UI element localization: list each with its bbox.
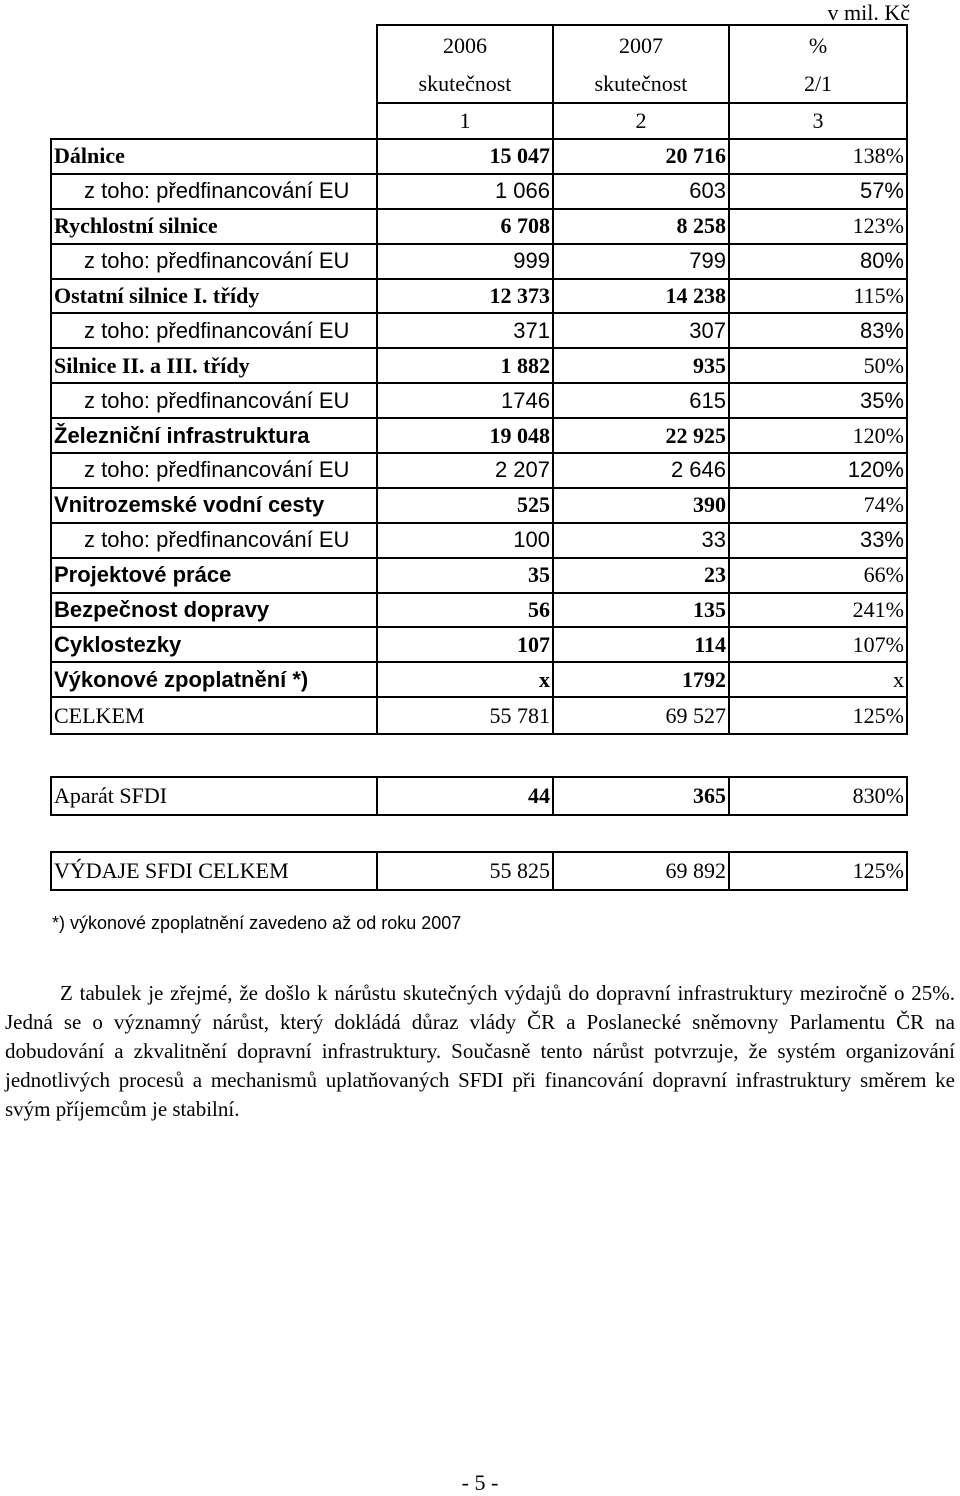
header-empty-cell <box>51 25 377 139</box>
eu-prefinancing-row <box>51 453 907 488</box>
row-value-2007: 135 <box>553 593 729 628</box>
vydaje-row <box>51 852 907 890</box>
row-value-2007: 14 238 <box>553 279 729 314</box>
header-2006-sub: skutečnost <box>377 65 553 103</box>
row-value-2007: 2 646 <box>553 453 729 488</box>
row-value-2006: 1 066 <box>377 174 553 209</box>
category-row <box>51 593 907 628</box>
category-row <box>51 209 907 244</box>
row-value-2006: 525 <box>377 488 553 523</box>
eu-prefinancing-row <box>51 313 907 348</box>
row-value-2006: 19 048 <box>377 418 553 453</box>
row-value-2006: 35 <box>377 558 553 593</box>
expenditure-table <box>50 24 908 735</box>
unit-label: v mil. Kč <box>827 0 910 25</box>
header-col-number-3: 3 <box>729 103 907 139</box>
row-value-2007: 8 258 <box>553 209 729 244</box>
row-value-2006: 2 207 <box>377 453 553 488</box>
row-percent: 107% <box>729 627 907 662</box>
header-col-number-2: 2 <box>553 103 729 139</box>
header-row-years <box>51 25 907 65</box>
row-value-2006: 6 708 <box>377 209 553 244</box>
aparat-label: Aparát SFDI <box>51 777 377 815</box>
eu-prefinancing-row <box>51 523 907 558</box>
row-label: Výkonové zpoplatnění *) <box>51 662 377 697</box>
header-percent: % <box>729 25 907 65</box>
row-value-2007: 33 <box>553 523 729 558</box>
total-2007: 69 527 <box>553 697 729 734</box>
header-percent-sub: 2/1 <box>729 65 907 103</box>
row-label: z toho: předfinancování EU <box>51 174 377 209</box>
row-percent: 120% <box>729 418 907 453</box>
row-label: Dálnice <box>51 139 377 174</box>
row-label: Bezpečnost dopravy <box>51 593 377 628</box>
row-percent: 50% <box>729 348 907 383</box>
row-percent: 138% <box>729 139 907 174</box>
row-label: Vnitrozemské vodní cesty <box>51 488 377 523</box>
total-percent: 125% <box>729 697 907 734</box>
row-value-2007: 307 <box>553 313 729 348</box>
row-value-2007: 1792 <box>553 662 729 697</box>
footnote: *) výkonové zpoplatnění zavedeno až od roku 2007 <box>52 913 462 933</box>
header-2007-year: 2007 <box>553 25 729 65</box>
row-label: z toho: předfinancování EU <box>51 523 377 558</box>
row-value-2006: 1 882 <box>377 348 553 383</box>
row-value-2006: 12 373 <box>377 279 553 314</box>
total-label: CELKEM <box>51 697 377 734</box>
body-paragraph: Z tabulek je zřejmé, že došlo k nárůstu skutečných výdajů do dopravní infrastruktury meziročně o 25%. Jedná se o významný nárůst, který dokládá důraz vlády ČR a Poslanecké sněmovny Parlamentu ČR na dobudování a zkvalitnění dopravní infrastruktury. Současně tento nárůst potvrzuje, že systém organizování jednotlivých procesů a mechanismů uplatňovaných SFDI při financování dopravní infrastruktury směrem ke svým příjemcům je stabilní. <box>5 981 955 1121</box>
row-percent: x <box>729 662 907 697</box>
row-label: z toho: předfinancování EU <box>51 453 377 488</box>
category-row <box>51 662 907 697</box>
category-row <box>51 558 907 593</box>
aparat-percent: 830% <box>729 777 907 815</box>
header-2007-sub: skutečnost <box>553 65 729 103</box>
row-label: Silnice II. a III. třídy <box>51 348 377 383</box>
row-value-2006: 56 <box>377 593 553 628</box>
vydaje-2007: 69 892 <box>553 852 729 890</box>
row-percent: 35% <box>729 383 907 418</box>
page-number: - 5 - <box>461 1470 499 1495</box>
row-value-2006: 15 047 <box>377 139 553 174</box>
row-value-2006: 100 <box>377 523 553 558</box>
row-value-2007: 114 <box>553 627 729 662</box>
row-value-2007: 20 716 <box>553 139 729 174</box>
row-value-2007: 390 <box>553 488 729 523</box>
vydaje-percent: 125% <box>729 852 907 890</box>
row-value-2007: 799 <box>553 244 729 279</box>
category-row <box>51 488 907 523</box>
row-value-2006: x <box>377 662 553 697</box>
row-percent: 66% <box>729 558 907 593</box>
aparat-row <box>51 777 907 815</box>
row-percent: 115% <box>729 279 907 314</box>
header-2006-year: 2006 <box>377 25 553 65</box>
row-percent: 74% <box>729 488 907 523</box>
aparat-2007: 365 <box>553 777 729 815</box>
category-row <box>51 418 907 453</box>
row-label: z toho: předfinancování EU <box>51 383 377 418</box>
row-percent: 120% <box>729 453 907 488</box>
category-row <box>51 627 907 662</box>
eu-prefinancing-row <box>51 174 907 209</box>
aparat-2006: 44 <box>377 777 553 815</box>
vydaje-table <box>50 851 908 891</box>
total-row <box>51 697 907 734</box>
row-value-2007: 935 <box>553 348 729 383</box>
row-label: Ostatní silnice I. třídy <box>51 279 377 314</box>
row-label: z toho: předfinancování EU <box>51 244 377 279</box>
category-row <box>51 279 907 314</box>
row-label: Rychlostní silnice <box>51 209 377 244</box>
eu-prefinancing-row <box>51 383 907 418</box>
row-percent: 57% <box>729 174 907 209</box>
category-row <box>51 348 907 383</box>
row-value-2006: 999 <box>377 244 553 279</box>
vydaje-2006: 55 825 <box>377 852 553 890</box>
category-row <box>51 139 907 174</box>
row-label: Cyklostezky <box>51 627 377 662</box>
total-2006: 55 781 <box>377 697 553 734</box>
row-label: z toho: předfinancování EU <box>51 313 377 348</box>
row-value-2006: 107 <box>377 627 553 662</box>
row-percent: 241% <box>729 593 907 628</box>
aparat-table <box>50 776 908 816</box>
row-value-2007: 22 925 <box>553 418 729 453</box>
row-value-2007: 23 <box>553 558 729 593</box>
row-percent: 33% <box>729 523 907 558</box>
row-label: Železniční infrastruktura <box>51 418 377 453</box>
row-value-2007: 615 <box>553 383 729 418</box>
eu-prefinancing-row <box>51 244 907 279</box>
row-value-2006: 371 <box>377 313 553 348</box>
vydaje-label: VÝDAJE SFDI CELKEM <box>51 852 377 890</box>
row-percent: 123% <box>729 209 907 244</box>
header-col-number-1: 1 <box>377 103 553 139</box>
row-value-2006: 1746 <box>377 383 553 418</box>
row-value-2007: 603 <box>553 174 729 209</box>
row-percent: 83% <box>729 313 907 348</box>
row-label: Projektové práce <box>51 558 377 593</box>
row-percent: 80% <box>729 244 907 279</box>
